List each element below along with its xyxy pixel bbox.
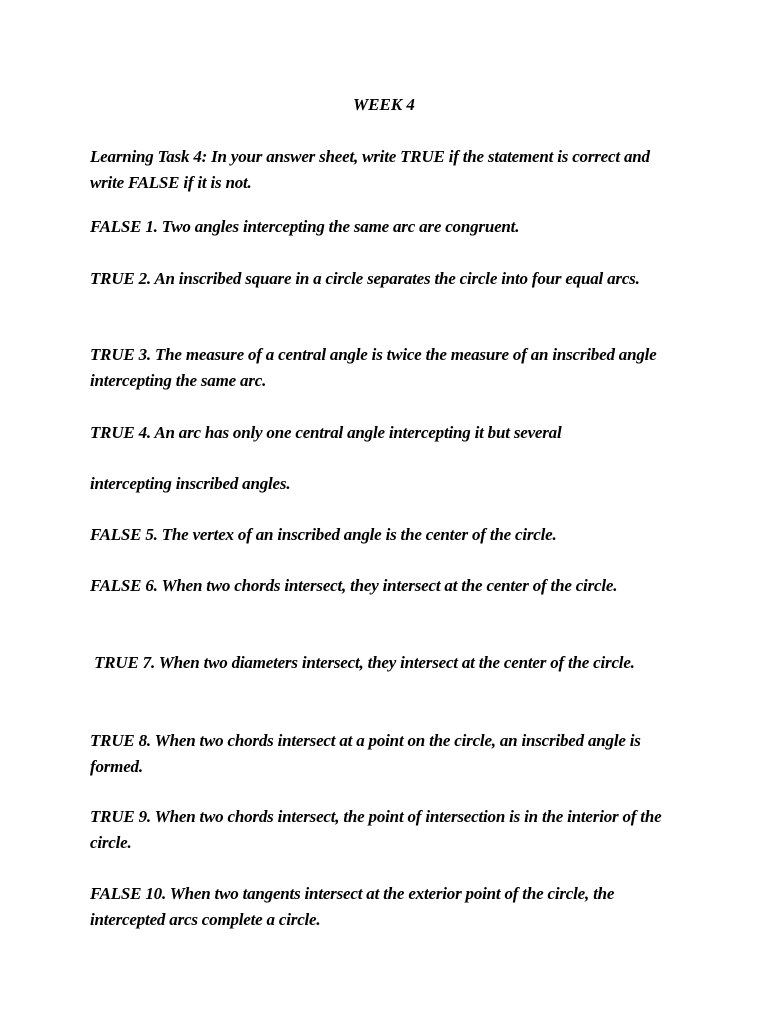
item-5: FALSE 5. The vertex of an inscribed angle is the center of the circle. bbox=[90, 525, 557, 544]
item-1: FALSE 1. Two angles intercepting the same arc are congruent. bbox=[90, 217, 520, 236]
item-9: TRUE 9. When two chords intersect, the point of intersection is in the interior of the circle. bbox=[90, 807, 662, 852]
item-4: TRUE 4. An arc has only one central angle intercepting it but several bbox=[90, 423, 562, 442]
item-6: FALSE 6. When two chords intersect, they intersect at the center of the circle. bbox=[90, 576, 618, 595]
page-title: WEEK 4 bbox=[353, 95, 415, 114]
item-2: TRUE 2. An inscribed square in a circle separates the circle into four equal arcs. bbox=[90, 269, 640, 288]
instruction-text: Learning Task 4: In your answer sheet, write TRUE if the statement is correct and write FALSE if it is not. bbox=[90, 147, 650, 192]
item-3: TRUE 3. The measure of a central angle is twice the measure of an inscribed angle intercepting the same arc. bbox=[90, 345, 657, 390]
item-10: FALSE 10. When two tangents intersect at the exterior point of the circle, the intercepted arcs complete a circle. bbox=[90, 884, 615, 929]
item-8: TRUE 8. When two chords intersect at a point on the circle, an inscribed angle is formed. bbox=[90, 731, 641, 776]
item-7: TRUE 7. When two diameters intersect, they intersect at the center of the circle. bbox=[90, 653, 635, 672]
item-4-continuation: intercepting inscribed angles. bbox=[90, 474, 291, 493]
